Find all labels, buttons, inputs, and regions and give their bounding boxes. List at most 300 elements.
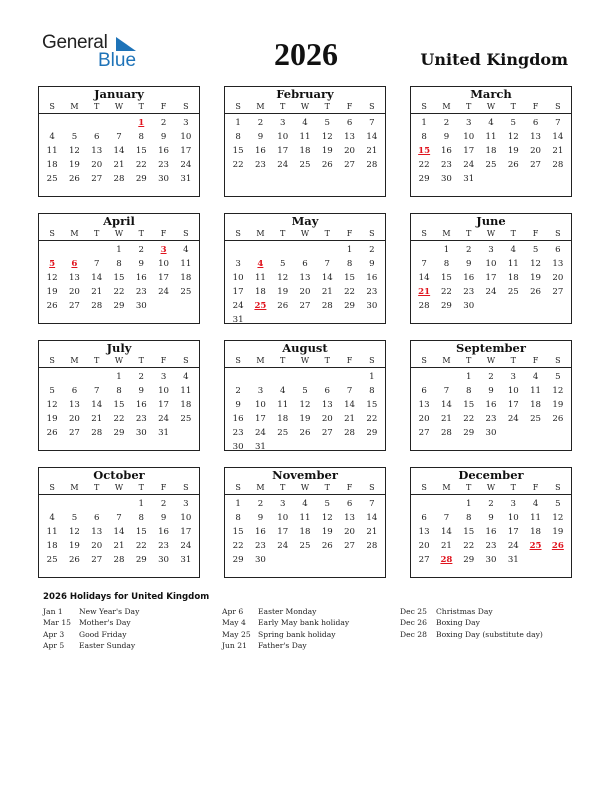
weekday-label: W	[300, 356, 310, 365]
day: 26	[68, 555, 80, 565]
month-july	[38, 340, 200, 451]
day: 6	[71, 386, 78, 396]
holiday-row	[222, 640, 349, 651]
day: 25	[530, 414, 542, 424]
day: 5	[555, 372, 561, 382]
weekday-label: S	[183, 483, 189, 492]
day: 21	[344, 414, 356, 424]
weekday-label: M	[256, 356, 265, 365]
day: 14	[321, 273, 333, 283]
weekday-label: F	[532, 483, 539, 492]
weekday-label: T	[510, 229, 516, 238]
weekday-header	[39, 355, 199, 368]
weekday-label: T	[510, 483, 516, 492]
day: 22	[113, 287, 125, 297]
empty-cell	[41, 116, 63, 130]
weekday-label: T	[138, 102, 144, 111]
holiday-day: 25	[529, 541, 542, 551]
weekday-label: F	[532, 229, 539, 238]
holiday-date: Mar 15	[43, 618, 72, 628]
weekday-label: W	[114, 483, 124, 492]
holiday-day: 5	[49, 259, 56, 269]
weekday-label: W	[114, 102, 124, 111]
day: 15	[463, 527, 475, 537]
weekday-label: W	[486, 356, 496, 365]
weekday-header	[411, 355, 571, 368]
day: 4	[532, 372, 539, 382]
empty-cell	[338, 370, 360, 384]
holiday-day: 25	[254, 301, 267, 311]
holiday-name: Easter Monday	[258, 607, 317, 616]
day: 11	[299, 132, 311, 142]
weekday-label: S	[555, 229, 561, 238]
day: 3	[510, 372, 517, 382]
day: 12	[46, 400, 58, 410]
empty-cell	[63, 243, 85, 257]
weekday-label: W	[486, 229, 496, 238]
day: 17	[254, 414, 266, 424]
holiday-date: Dec 28	[400, 629, 427, 639]
day: 6	[324, 386, 331, 396]
day: 26	[552, 414, 564, 424]
weekday-label: F	[160, 102, 167, 111]
day: 29	[440, 301, 452, 311]
month-name: January	[94, 87, 144, 101]
day: 17	[180, 527, 192, 537]
weekday-label: T	[510, 356, 516, 365]
weekday-label: T	[94, 356, 100, 365]
month-name: April	[103, 214, 135, 228]
day: 25	[46, 555, 58, 565]
day: 31	[463, 174, 475, 184]
day: 3	[160, 372, 167, 382]
day: 27	[299, 301, 311, 311]
day: 15	[344, 273, 356, 283]
weekday-label: S	[49, 483, 55, 492]
day: 10	[158, 259, 170, 269]
day: 8	[346, 259, 353, 269]
weekday-header	[225, 101, 385, 114]
weekday-label: F	[160, 356, 167, 365]
day: 19	[68, 160, 80, 170]
day: 22	[463, 414, 475, 424]
day: 15	[232, 146, 244, 156]
day: 21	[440, 541, 452, 551]
weekday-label: F	[160, 229, 167, 238]
weekday-label: S	[183, 102, 189, 111]
day: 21	[440, 414, 452, 424]
day: 28	[113, 555, 125, 565]
day: 12	[321, 132, 333, 142]
weekday-label: S	[555, 356, 561, 365]
day: 24	[254, 428, 266, 438]
day: 4	[279, 386, 286, 396]
day: 30	[366, 301, 378, 311]
holiday-name: Boxing Day	[436, 618, 480, 628]
weekday-header	[225, 355, 385, 368]
weekday-label: T	[324, 356, 330, 365]
holiday-day: 26	[551, 541, 564, 551]
weekday-label: S	[421, 483, 427, 492]
day: 27	[418, 555, 430, 565]
empty-cell	[435, 370, 457, 384]
day: 16	[485, 527, 497, 537]
day: 14	[366, 513, 378, 523]
day: 8	[465, 386, 472, 396]
day: 6	[93, 513, 100, 523]
weekday-label: M	[70, 356, 79, 365]
weekday-label: W	[300, 229, 310, 238]
day: 6	[421, 513, 427, 523]
holiday-date: May 25	[222, 629, 251, 639]
empty-cell	[413, 370, 435, 384]
day: 20	[91, 541, 103, 551]
empty-cell	[413, 243, 435, 257]
day: 24	[507, 414, 519, 424]
holiday-column	[222, 606, 349, 651]
holiday-name: Early May bank holiday	[258, 618, 350, 628]
holiday-name: Good Friday	[79, 629, 127, 639]
month-december	[410, 467, 572, 578]
day: 7	[116, 132, 122, 142]
day: 7	[324, 259, 331, 269]
holiday-row	[43, 640, 139, 651]
day: 22	[135, 541, 147, 551]
day: 5	[279, 259, 286, 269]
weekday-label: S	[421, 356, 427, 365]
holiday-row	[400, 606, 543, 617]
holiday-name: Easter Sunday	[79, 640, 136, 650]
day: 21	[91, 414, 103, 424]
day: 12	[68, 527, 80, 537]
day: 15	[113, 273, 125, 283]
day: 1	[116, 372, 122, 382]
weekday-label: S	[235, 229, 241, 238]
day: 13	[552, 259, 564, 269]
day: 17	[507, 527, 519, 537]
day: 20	[68, 287, 80, 297]
day: 14	[113, 527, 125, 537]
day: 1	[443, 245, 450, 255]
day: 27	[68, 428, 80, 438]
day: 20	[299, 287, 311, 297]
weekday-label: S	[49, 356, 55, 365]
weekday-label: F	[160, 483, 167, 492]
weekday-label: S	[183, 356, 189, 365]
day: 16	[254, 527, 266, 537]
day: 2	[138, 372, 145, 382]
empty-cell	[41, 243, 63, 257]
days-grid	[225, 368, 385, 454]
weekday-label: M	[256, 483, 265, 492]
day: 4	[183, 245, 189, 255]
day: 20	[344, 527, 356, 537]
weekday-label: F	[532, 102, 539, 111]
weekday-label: S	[235, 483, 241, 492]
weekday-label: T	[324, 102, 330, 111]
holiday-row	[43, 629, 139, 640]
day: 19	[552, 400, 564, 410]
day: 31	[232, 315, 244, 325]
weekday-header	[411, 228, 571, 241]
weekday-label: F	[532, 356, 539, 365]
holiday-date: Apr 6	[222, 607, 244, 616]
month-january	[38, 86, 200, 197]
day: 3	[183, 499, 189, 509]
day: 11	[299, 513, 311, 523]
weekday-label: S	[49, 229, 55, 238]
day: 18	[507, 273, 519, 283]
day: 10	[277, 132, 289, 142]
weekday-label: T	[280, 483, 286, 492]
day: 14	[113, 146, 125, 156]
day: 18	[46, 541, 58, 551]
day: 29	[418, 174, 430, 184]
day: 30	[254, 555, 266, 565]
weekday-label: S	[235, 102, 241, 111]
day: 26	[530, 287, 542, 297]
weekday-label: F	[346, 102, 353, 111]
day: 3	[279, 118, 286, 128]
day: 10	[180, 132, 192, 142]
month-name: May	[291, 214, 319, 228]
day: 15	[135, 146, 147, 156]
day: 11	[180, 386, 192, 396]
day: 22	[418, 160, 430, 170]
empty-cell	[63, 116, 85, 130]
day: 10	[485, 259, 497, 269]
day: 14	[91, 273, 103, 283]
day: 28	[366, 541, 378, 551]
empty-cell	[86, 243, 108, 257]
day: 2	[369, 245, 375, 255]
day: 31	[507, 555, 519, 565]
weekday-label: M	[442, 356, 451, 365]
day: 9	[160, 513, 167, 523]
day: 1	[235, 499, 241, 509]
weekday-label: T	[94, 483, 100, 492]
day: 16	[366, 273, 378, 283]
day: 1	[421, 118, 427, 128]
holiday-day: 15	[418, 146, 431, 156]
day: 22	[113, 414, 125, 424]
day: 30	[158, 555, 170, 565]
day: 24	[180, 541, 192, 551]
day: 14	[440, 400, 452, 410]
day: 29	[344, 301, 356, 311]
day: 15	[113, 400, 125, 410]
day: 7	[421, 259, 427, 269]
day: 5	[324, 118, 331, 128]
day: 8	[116, 259, 122, 269]
day: 7	[116, 513, 122, 523]
day: 28	[91, 301, 103, 311]
day: 14	[440, 527, 452, 537]
day: 27	[552, 287, 564, 297]
holiday-date: Jan 1	[43, 607, 63, 616]
weekday-label: M	[442, 229, 451, 238]
day: 23	[135, 414, 147, 424]
day: 27	[344, 541, 356, 551]
day: 20	[344, 146, 356, 156]
day: 20	[418, 541, 430, 551]
day: 25	[46, 174, 58, 184]
day: 21	[366, 146, 378, 156]
day: 21	[321, 287, 333, 297]
month-may	[224, 213, 386, 324]
day: 7	[443, 386, 450, 396]
holiday-day: 3	[160, 245, 167, 255]
day: 4	[49, 513, 55, 523]
month-march	[410, 86, 572, 197]
day: 16	[485, 400, 497, 410]
day: 19	[507, 146, 519, 156]
day: 25	[507, 287, 519, 297]
weekday-label: M	[70, 229, 79, 238]
days-grid	[39, 241, 199, 313]
weekday-label: S	[421, 229, 427, 238]
day: 19	[68, 541, 80, 551]
day: 15	[463, 400, 475, 410]
day: 11	[530, 513, 542, 523]
day: 7	[346, 386, 353, 396]
day: 2	[138, 245, 145, 255]
day: 2	[235, 386, 241, 396]
day: 9	[369, 259, 375, 269]
month-name: July	[106, 341, 132, 355]
day: 23	[254, 160, 266, 170]
day: 21	[91, 287, 103, 297]
holiday-row	[43, 617, 139, 628]
holiday-row	[400, 617, 543, 628]
day: 12	[552, 513, 564, 523]
year-title: 2026	[274, 36, 338, 72]
holiday-date: Dec 25	[400, 607, 427, 616]
weekday-label: W	[114, 356, 124, 365]
day: 1	[369, 372, 375, 382]
day: 27	[418, 428, 430, 438]
days-grid	[411, 368, 571, 440]
day: 10	[507, 386, 519, 396]
holiday-date: Dec 26	[400, 618, 427, 628]
day: 16	[158, 146, 170, 156]
day: 8	[369, 386, 375, 396]
empty-cell	[272, 370, 294, 384]
weekday-label: S	[555, 102, 561, 111]
days-grid	[39, 114, 199, 186]
holiday-row	[43, 606, 139, 617]
days-grid	[225, 114, 385, 172]
day: 18	[180, 273, 192, 283]
day: 28	[418, 301, 430, 311]
day: 11	[530, 386, 542, 396]
weekday-label: F	[346, 356, 353, 365]
day: 28	[344, 428, 356, 438]
holiday-name: Boxing Day (substitute day)	[436, 629, 543, 639]
holiday-row	[222, 617, 349, 628]
holiday-date: Apr 3	[43, 629, 65, 639]
weekday-label: S	[369, 356, 375, 365]
day: 28	[552, 160, 564, 170]
holiday-day: 28	[440, 555, 453, 565]
empty-cell	[316, 370, 338, 384]
day: 12	[530, 259, 542, 269]
day: 23	[485, 414, 497, 424]
day: 29	[463, 428, 475, 438]
day: 9	[235, 400, 241, 410]
day: 11	[254, 273, 266, 283]
empty-cell	[435, 497, 457, 511]
day: 9	[257, 132, 264, 142]
day: 9	[257, 513, 264, 523]
empty-cell	[249, 243, 271, 257]
day: 27	[321, 428, 333, 438]
day: 24	[158, 414, 170, 424]
day: 8	[235, 132, 241, 142]
weekday-label: S	[49, 102, 55, 111]
day: 26	[46, 428, 58, 438]
day: 24	[277, 160, 289, 170]
day: 31	[158, 428, 170, 438]
month-april	[38, 213, 200, 324]
weekday-label: T	[280, 229, 286, 238]
day: 4	[302, 499, 308, 509]
day: 28	[366, 160, 378, 170]
day: 22	[135, 160, 147, 170]
empty-cell	[316, 243, 338, 257]
day: 6	[346, 499, 353, 509]
month-name: March	[470, 87, 512, 101]
holiday-day: 4	[257, 259, 264, 269]
day: 15	[135, 527, 147, 537]
day: 27	[530, 160, 542, 170]
weekday-label: T	[510, 102, 516, 111]
day: 26	[321, 160, 333, 170]
day: 13	[530, 132, 542, 142]
holiday-date: May 4	[222, 618, 246, 628]
day: 17	[277, 527, 289, 537]
weekday-header	[39, 228, 199, 241]
day: 29	[135, 555, 147, 565]
day: 24	[463, 160, 475, 170]
day: 8	[138, 132, 145, 142]
day: 7	[93, 259, 100, 269]
day: 18	[299, 146, 311, 156]
day: 26	[507, 160, 519, 170]
days-grid	[411, 495, 571, 567]
holiday-column	[400, 606, 543, 640]
day: 20	[418, 414, 430, 424]
empty-cell	[63, 497, 85, 511]
day: 12	[277, 273, 289, 283]
day: 3	[183, 118, 189, 128]
day: 30	[463, 301, 475, 311]
day: 26	[46, 301, 58, 311]
day: 21	[113, 160, 125, 170]
day: 10	[277, 513, 289, 523]
day: 16	[463, 273, 475, 283]
day: 20	[91, 160, 103, 170]
day: 2	[488, 372, 494, 382]
empty-cell	[227, 243, 249, 257]
day: 5	[532, 245, 539, 255]
empty-cell	[86, 116, 108, 130]
day: 2	[160, 118, 167, 128]
day: 22	[344, 287, 356, 297]
day: 23	[158, 160, 170, 170]
empty-cell	[294, 370, 316, 384]
day: 10	[158, 386, 170, 396]
